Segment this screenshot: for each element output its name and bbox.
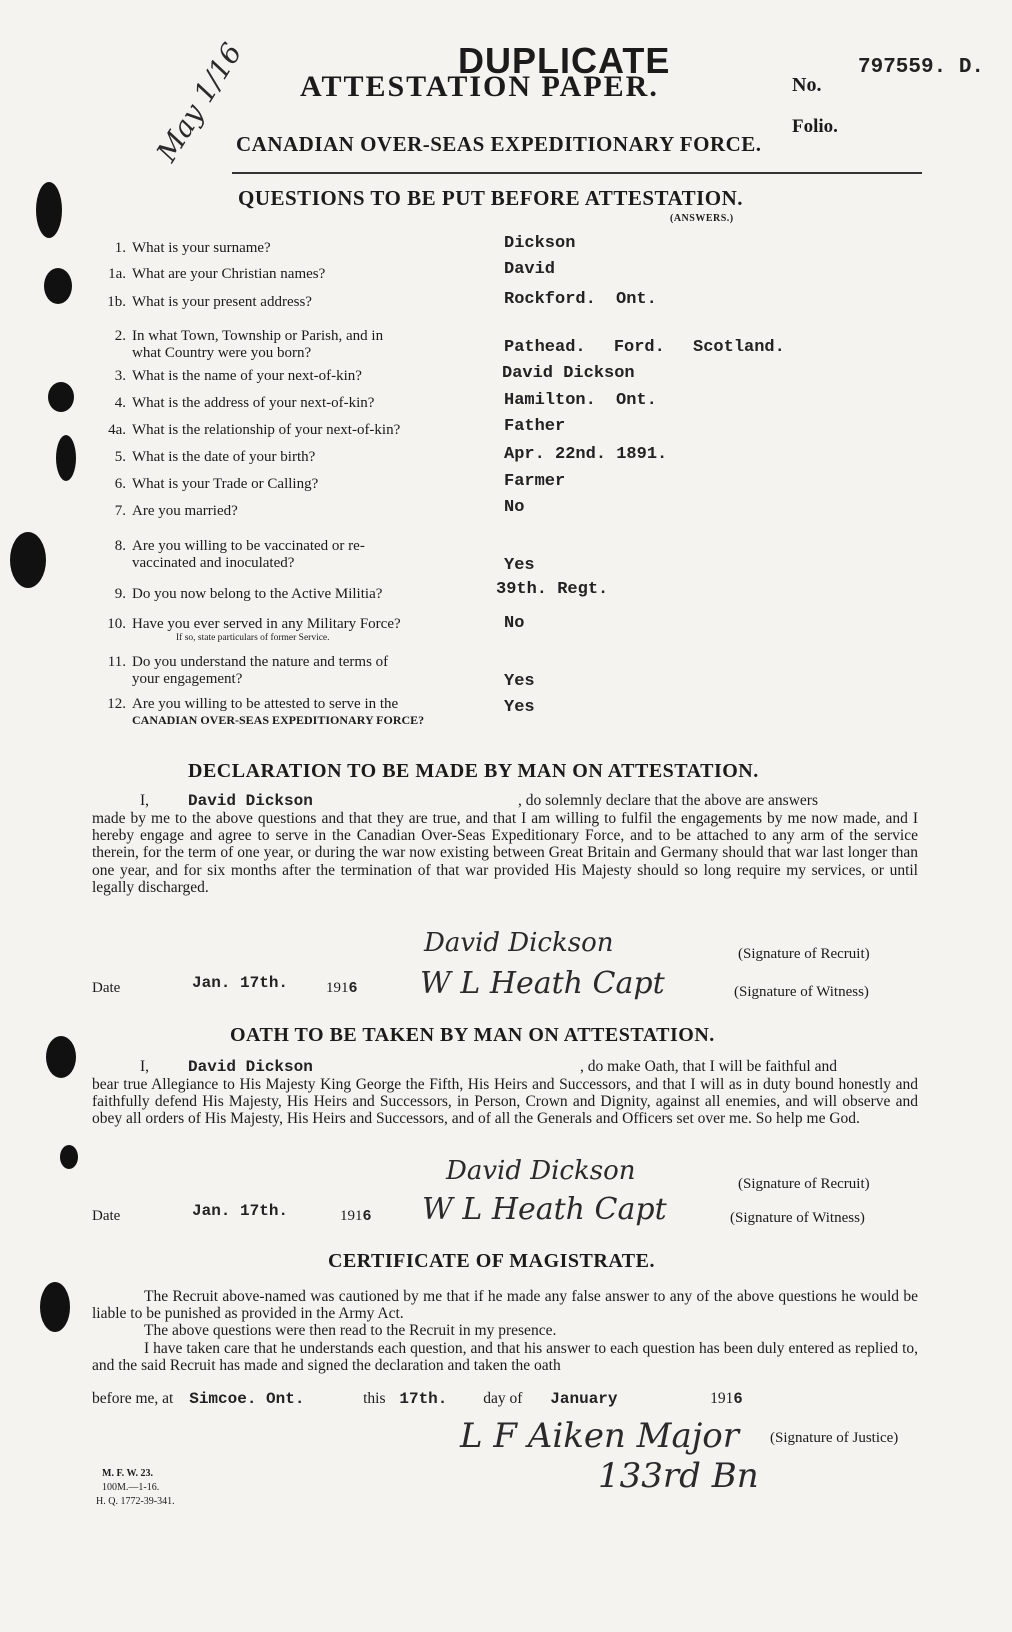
oath-year xyxy=(340,1208,372,1225)
number-label: No. xyxy=(792,74,822,96)
question-number: 5. xyxy=(114,449,126,465)
question-number: 12. xyxy=(107,696,126,712)
question-row xyxy=(96,538,365,572)
question-row xyxy=(96,476,318,493)
punch-hole xyxy=(56,435,76,481)
punch-hole xyxy=(60,1145,78,1169)
question-row xyxy=(96,449,315,466)
certificate-place-line xyxy=(92,1390,918,1408)
header-divider xyxy=(232,172,922,174)
duplicate-stamp: DUPLICATE xyxy=(458,40,671,81)
oath-name: David Dickson xyxy=(188,1058,313,1076)
answer-value: Dickson xyxy=(504,234,576,253)
certificate-p1: The Recruit above-named was cautioned by me that if he made any false answer to any of the above questions he would be liable to be punished as provided in the Army Act. xyxy=(92,1288,918,1323)
question-text: What is the name of your next-of-kin? xyxy=(132,368,362,384)
recruit-signature-label: (Signature of Recruit) xyxy=(738,946,870,962)
oath-witness-signature-label: (Signature of Witness) xyxy=(730,1210,865,1226)
question-text: What are your Christian names? xyxy=(132,266,326,282)
question-text: In what Town, Township or Parish, and in xyxy=(132,328,384,344)
answer-value: Yes xyxy=(504,556,535,575)
punch-hole xyxy=(48,382,74,412)
answer-value: Rockford. Ont. xyxy=(504,290,657,309)
regimental-number: 797559. D. xyxy=(858,56,985,79)
answer-value: Pathead. Ford. Scotland. xyxy=(504,338,785,357)
punch-hole xyxy=(10,532,46,588)
question-text-continued: what Country were you born? xyxy=(132,345,312,361)
declaration-heading: DECLARATION TO BE MADE BY MAN ON ATTESTATION. xyxy=(188,760,759,782)
oath-date: Jan. 17th. xyxy=(192,1202,289,1220)
oath-body: bear true Allegiance to His Majesty King George the Fifth, His Heirs and Successors, and that I will as in duty bound honestly and faithfully defend His Majesty, His Heirs and Successors, in Person, Crown and Dignity, against all enemies, and will observe and obey all orders of His Majesty, His Heirs and Successors, and of all the Generals and Officers set over me. So help me God. xyxy=(92,1076,918,1128)
witness-signature-label: (Signature of Witness) xyxy=(734,984,869,1000)
question-row xyxy=(96,368,362,385)
declaration-name: David Dickson xyxy=(188,792,313,810)
question-number: 10. xyxy=(107,616,126,632)
oath-date-label: Date xyxy=(92,1208,121,1224)
certificate-day: 17th. xyxy=(399,1390,448,1408)
question-text-continued: your engagement? xyxy=(132,671,243,687)
this-label: this xyxy=(363,1390,386,1407)
question-text: What is your surname? xyxy=(132,240,271,256)
punch-hole xyxy=(44,268,72,304)
year-suffix: 6 xyxy=(362,1208,372,1225)
question-text: Are you married? xyxy=(132,503,238,519)
question-row xyxy=(96,616,401,643)
form-code-2: 100M.—1-16. xyxy=(102,1482,160,1493)
question-number: 4. xyxy=(114,395,126,411)
question-number: 11. xyxy=(107,654,126,670)
punch-hole xyxy=(36,182,62,238)
form-code-3: H. Q. 1772-39-341. xyxy=(96,1496,175,1507)
question-text: What is the address of your next-of-kin? xyxy=(132,395,375,411)
question-text-continued: CANADIAN OVER-SEAS EXPEDITIONARY FORCE? xyxy=(132,713,425,727)
declaration-date: Jan. 17th. xyxy=(192,974,289,992)
force-subtitle: CANADIAN OVER-SEAS EXPEDITIONARY FORCE. xyxy=(236,132,762,156)
question-row xyxy=(96,654,388,688)
question-text: Do you now belong to the Active Militia? xyxy=(132,586,383,602)
question-number: 1a. xyxy=(108,266,126,282)
question-row xyxy=(96,395,374,412)
year-suffix: 6 xyxy=(348,980,358,997)
declaration-lead: , do solemnly declare that the above are answers xyxy=(518,792,818,809)
question-number: 6. xyxy=(114,476,126,492)
before-me-label: before me, at xyxy=(92,1390,174,1407)
year-prefix: 191 xyxy=(340,1208,363,1224)
oath-i: I, xyxy=(140,1058,150,1075)
certificate-p2: The above questions were then read to the Recruit in my presence. xyxy=(144,1322,557,1339)
answer-value: Father xyxy=(504,417,566,436)
oath-first-line xyxy=(92,1058,918,1076)
certificate-p3: I have taken care that he understands each question, and that his answer to each question has been duly entered as replied to, and the said Recruit has made and signed the declaration and taken the oath xyxy=(92,1340,918,1375)
question-row xyxy=(96,240,271,257)
oath-recruit-signature-label: (Signature of Recruit) xyxy=(738,1176,870,1192)
answer-value: Apr. 22nd. 1891. xyxy=(504,445,668,464)
date-label: Date xyxy=(92,980,121,996)
punch-hole xyxy=(46,1036,76,1078)
answer-value: David xyxy=(504,260,556,279)
oath-recruit-signature: David Dickson xyxy=(446,1156,636,1186)
answer-value: Yes xyxy=(504,698,535,717)
punch-hole xyxy=(40,1282,70,1332)
recruit-signature: David Dickson xyxy=(424,928,614,958)
witness-signature: W L Heath Capt xyxy=(420,966,665,1001)
certificate-heading: CERTIFICATE OF MAGISTRATE. xyxy=(328,1250,655,1272)
question-text: What is the date of your birth? xyxy=(132,449,316,465)
question-row xyxy=(96,696,424,728)
oath-heading: OATH TO BE TAKEN BY MAN ON ATTESTATION. xyxy=(230,1024,715,1046)
question-row xyxy=(96,422,400,439)
question-text: What is your present address? xyxy=(132,294,312,310)
question-note: If so, state particulars of former Service. xyxy=(176,633,330,643)
justice-signature-label: (Signature of Justice) xyxy=(770,1430,899,1446)
declaration-first-line xyxy=(92,792,918,810)
oath-lead: , do make Oath, that I will be faithful and xyxy=(580,1058,837,1075)
answer-value: Hamilton. Ont. xyxy=(504,391,657,410)
question-text: What is the relationship of your next-of-kin? xyxy=(132,422,401,438)
question-text: Do you understand the nature and terms of xyxy=(132,654,389,670)
question-row xyxy=(96,266,325,283)
question-number: 7. xyxy=(114,503,126,519)
oath-witness-signature: W L Heath Capt xyxy=(422,1192,667,1227)
question-number: 8. xyxy=(114,538,126,554)
answer-value: 39th. Regt. xyxy=(496,580,609,599)
form-code-1: M. F. W. 23. xyxy=(102,1468,154,1479)
question-number: 4a. xyxy=(108,422,126,438)
declaration-year xyxy=(326,980,358,997)
question-row xyxy=(96,328,383,362)
question-row xyxy=(96,503,238,520)
year-prefix: 191 xyxy=(326,980,349,996)
question-row xyxy=(96,586,382,603)
answer-value: David Dickson xyxy=(502,364,635,383)
answer-value: No xyxy=(504,614,525,633)
declaration-i: I, xyxy=(140,792,150,809)
folio-label: Folio. xyxy=(792,116,838,137)
answers-label: (ANSWERS.) xyxy=(670,213,734,224)
question-number: 1. xyxy=(114,240,126,256)
year-suffix: 6 xyxy=(733,1390,743,1408)
answer-value: Farmer xyxy=(504,472,566,491)
margin-note: May 1/16 xyxy=(150,37,249,168)
question-text: Have you ever served in any Military Force? xyxy=(132,616,401,632)
question-number: 9. xyxy=(114,586,126,602)
day-of-label: day of xyxy=(483,1390,523,1407)
question-number: 2. xyxy=(114,328,126,344)
question-number: 3. xyxy=(114,368,126,384)
answer-value: No xyxy=(504,498,525,517)
question-row xyxy=(96,294,312,311)
question-text-continued: vaccinated and inoculated? xyxy=(132,555,295,571)
question-text: Are you willing to be attested to serve in the xyxy=(132,696,399,712)
declaration-body: made by me to the above questions and that they are true, and that I am willing to fulfil the engagements by me now made, and I hereby engage and agree to serve in the Canadian Over-Seas Expeditionary Force, and to be attached to any arm of the service therein, for the term of one year, or during the war now existing between Great Britain and Germany should that war last longer than one year, and for six months after the termination of that war provided His Majesty should so long require my services, or until legally discharged. xyxy=(92,810,918,896)
certificate-place: Simcoe. Ont. xyxy=(189,1390,305,1408)
year-prefix: 191 xyxy=(710,1390,734,1407)
question-text: What is your Trade or Calling? xyxy=(132,476,319,492)
certificate-month: January xyxy=(550,1390,618,1408)
justice-signature: L F Aiken Major xyxy=(460,1416,739,1456)
question-text: Are you willing to be vaccinated or re- xyxy=(132,538,365,554)
page-title: ATTESTATION PAPER. xyxy=(300,70,659,103)
questions-heading: QUESTIONS TO BE PUT BEFORE ATTESTATION. xyxy=(238,186,743,210)
answer-value: Yes xyxy=(504,672,535,691)
question-number: 1b. xyxy=(107,294,126,310)
justice-unit-note: 133rd Bn xyxy=(598,1456,759,1496)
